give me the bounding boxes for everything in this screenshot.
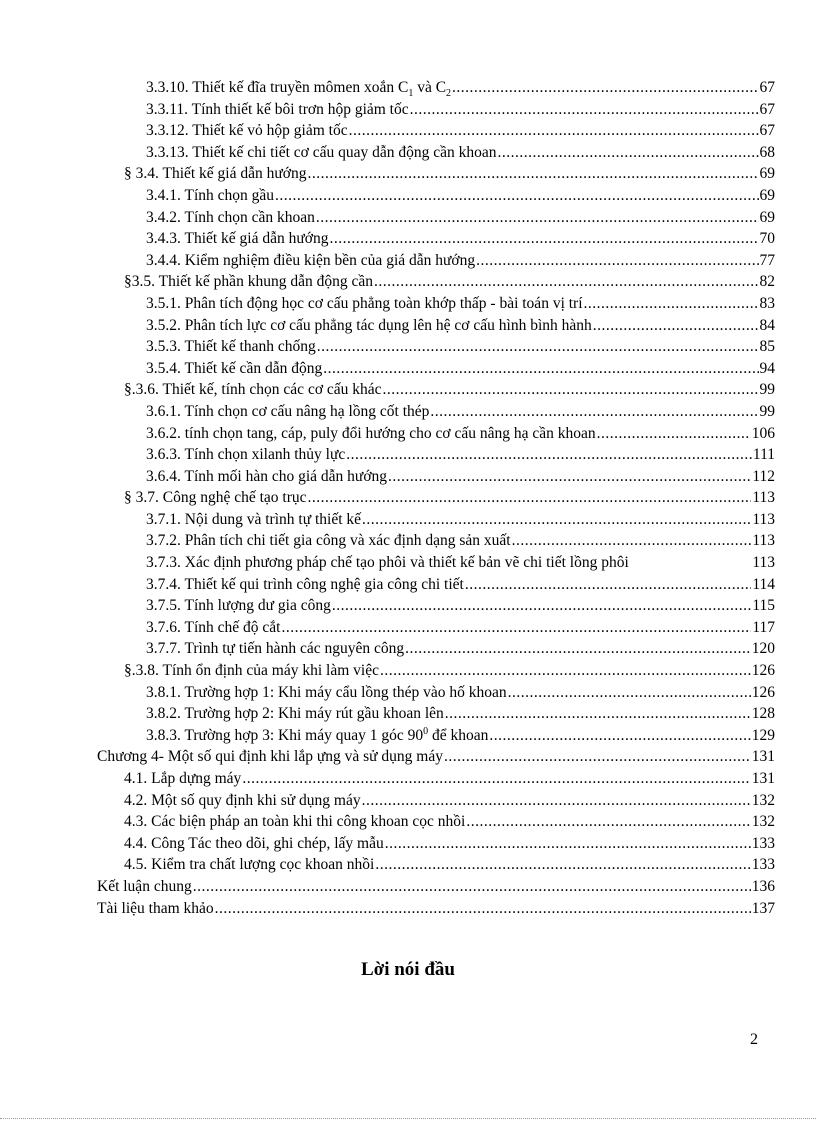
toc-entry [0, 466, 816, 488]
toc-entry-page: 70 [759, 230, 775, 248]
toc-entry [0, 401, 816, 423]
toc-entry-page: 136 [751, 877, 775, 895]
toc-entry [0, 315, 816, 337]
toc-entry-page: 68 [759, 143, 775, 161]
toc-entry-title: 3.3.11. Tính thiết kế bôi trơn hộp giảm tốc [146, 100, 409, 118]
toc-entry-title: § 3.7. Công nghệ chế tạo trục [124, 489, 307, 507]
toc-entry-page: 131 [751, 770, 775, 787]
toc-entry [0, 207, 816, 229]
toc-entry [0, 574, 816, 596]
toc-entry-title: 3.3.10. Thiết kế đĩa truyền mômen xoắn $C_1$ và $C_2$ [146, 79, 452, 100]
toc-dot-leader [316, 207, 759, 229]
toc-dot-leader [489, 725, 750, 747]
toc-entry-page: 113 [752, 554, 775, 572]
toc-entry-title: 3.4.2. Tính chọn cần khoan [146, 208, 315, 226]
toc-entry-title: §3.5. Thiết kế phần khung dẫn động cần [124, 273, 373, 291]
toc-entry-title: Tài liệu tham khảo [97, 899, 214, 917]
toc-dot-leader [375, 854, 750, 876]
toc-dot-leader [465, 574, 751, 596]
toc-entry-page: 99 [759, 381, 775, 399]
toc-entry-title: §.3.6. Thiết kế, tính chọn các cơ cấu khác [124, 381, 382, 399]
toc-entry-page: 67 [759, 122, 775, 140]
toc-entry-page: 82 [759, 273, 775, 291]
toc-dot-leader [385, 833, 751, 855]
toc-entry [0, 228, 816, 250]
toc-entry [0, 99, 816, 121]
toc-entry-title: 4.1. Lắp dựng máy [124, 770, 242, 787]
toc-entry-page: 114 [752, 575, 775, 593]
toc-entry-title: 3.6.2. tính chọn tang, cáp, puly đổi hướng cho cơ cấu nâng hạ cần khoan [146, 424, 596, 442]
toc-entry-title: 3.7.4. Thiết kế qui trình công nghệ gia công chi tiết [146, 575, 464, 593]
toc-dot-leader [508, 682, 751, 704]
toc-entry [0, 423, 816, 445]
toc-entry [0, 336, 816, 358]
toc-dot-leader [383, 379, 759, 401]
toc-dot-leader [362, 509, 751, 531]
toc-entry-title: 3.3.13. Thiết kế chi tiết cơ cấu quay dẫn động cần khoan [146, 143, 497, 161]
toc-entry-page: 113 [752, 510, 775, 528]
toc-entry [0, 854, 816, 876]
toc-dot-leader [430, 401, 758, 423]
toc-entry-title: 3.4.1. Tính chọn gầu [146, 186, 275, 204]
toc-entry [0, 509, 816, 531]
toc-entry [0, 379, 816, 401]
toc-entry-page: 94 [759, 359, 775, 377]
toc-dot-leader [308, 487, 752, 509]
toc-entry [0, 530, 816, 552]
toc-entry [0, 660, 816, 682]
toc-entry-page: 126 [751, 683, 775, 701]
toc-entry-page: 112 [752, 467, 775, 485]
toc-entry-title: 4.5. Kiểm tra chất lượng cọc khoan nhồi [124, 856, 375, 874]
toc-entry [0, 682, 816, 704]
toc-entry [0, 811, 816, 833]
toc-entry [0, 638, 816, 660]
toc-entry [0, 250, 816, 272]
toc-entry-title: 3.7.5. Tính lượng dư gia công [146, 597, 331, 615]
toc-entry-title: 3.7.2. Phân tích chi tiết gia công và xác định dạng sản xuất [146, 532, 511, 550]
toc-entry-title: 3.3.12. Thiết kế vỏ hộp giảm tốc [146, 122, 348, 140]
toc-entry [0, 163, 816, 185]
toc-dot-leader [597, 423, 751, 445]
toc-entry [0, 552, 816, 574]
toc-entry-page: 113 [752, 489, 775, 507]
toc-entry-page: 137 [751, 899, 775, 917]
toc-entry-page: 69 [759, 208, 775, 226]
toc-dot-leader [242, 768, 750, 790]
toc-entry [0, 120, 816, 142]
toc-entry [0, 876, 816, 898]
toc-entry [0, 185, 816, 207]
toc-entry [0, 833, 816, 855]
toc-entry-page: 77 [759, 251, 775, 269]
toc-entry-title: §.3.8. Tính ổn định của máy khi làm việc [124, 662, 379, 680]
toc-dot-leader [215, 898, 751, 920]
toc-entry-page: 106 [751, 424, 775, 442]
toc-entry-title: 3.5.4. Thiết kế cần dẫn động [146, 359, 323, 377]
toc-entry-page: 67 [759, 79, 775, 96]
toc-entry [0, 487, 816, 509]
toc-entry [0, 358, 816, 380]
toc-entry-page: 133 [751, 856, 775, 874]
toc-dot-leader [281, 617, 751, 639]
toc-dot-leader [405, 638, 751, 660]
toc-entry-title: 3.8.3. Trường hợp 3: Khi máy quay 1 góc $90^0$ để khoan [146, 725, 489, 744]
toc-dot-leader [466, 811, 750, 833]
toc-dot-leader [362, 790, 751, 812]
toc-entry-page: 69 [759, 186, 775, 204]
toc-entry-page: 117 [752, 618, 775, 636]
toc-entry-title: 3.6.1. Tính chọn cơ cấu nâng hạ lồng cốt thép [146, 402, 430, 420]
toc-dot-leader [346, 444, 752, 466]
toc-dot-leader [332, 595, 751, 617]
toc-entry-title: § 3.4. Thiết kế giá dẫn hướng [124, 165, 307, 183]
toc-dot-leader [452, 77, 758, 99]
toc-entry-title: 3.7.1. Nội dung và trình tự thiết kế [146, 510, 362, 528]
toc-entry [0, 725, 816, 747]
toc-entry-page: 85 [759, 338, 775, 356]
toc-entry [0, 444, 816, 466]
toc-dot-leader [380, 660, 751, 682]
toc-dot-leader [374, 271, 759, 293]
toc-dot-leader [512, 530, 752, 552]
toc-entry-page: 99 [759, 402, 775, 420]
toc-entry-title: 3.5.3. Thiết kế thanh chống [146, 338, 316, 356]
toc-entry [0, 142, 816, 164]
toc-dot-leader [193, 876, 751, 898]
preface-heading: Lời nói đầu [361, 959, 455, 980]
toc-dot-leader [275, 185, 758, 207]
toc-entry-title: 3.8.1. Trường hợp 1: Khi máy cẩu lồng thép vào hố khoan [146, 683, 507, 701]
toc-entry [0, 898, 816, 920]
toc-entry [0, 790, 816, 812]
toc-entry-title: 4.2. Một số quy định khi sử dụng máy [124, 791, 361, 809]
toc-entry [0, 703, 816, 725]
toc-entry-title: 3.4.4. Kiểm nghiệm điều kiện bền của giá dẫn hướng [146, 251, 476, 269]
toc-entry [0, 617, 816, 639]
toc-entry [0, 746, 816, 768]
toc-entry-title: 3.5.2. Phân tích lực cơ cấu phẳng tác dụng lên hệ cơ cấu hình bình hành [146, 316, 592, 334]
toc-entry-page: 133 [751, 834, 775, 852]
toc-entry-page: 132 [751, 813, 775, 831]
toc-entry-title: 3.5.1. Phân tích động học cơ cấu phẳng toàn khớp thấp - bài toán vị trí [146, 294, 583, 312]
toc-dot-leader [329, 228, 758, 250]
toc-dot-leader [444, 746, 751, 768]
toc-entry-page: 126 [751, 662, 775, 680]
toc-entry-title: Chương 4- Một số qui định khi lắp ựng và sử dụng máy [97, 748, 443, 766]
toc-entry-title: 4.3. Các biện pháp an toàn khi thi công khoan cọc nhồi [124, 813, 466, 831]
toc-entry-page: 84 [759, 316, 775, 334]
toc-entry-title: 3.6.3. Tính chọn xilanh thủy lực [146, 446, 346, 464]
toc-entry-page: 120 [751, 640, 775, 658]
toc-dot-leader [323, 358, 758, 380]
toc-entry-title: 3.6.4. Tính mối hàn cho giá dẫn hướng [146, 467, 388, 485]
toc-entry [0, 768, 816, 790]
toc-dot-leader [584, 293, 759, 315]
toc-entry-title: 3.7.6. Tính chế độ cắt [146, 618, 281, 636]
toc-entry [0, 293, 816, 315]
toc-entry-page: 69 [759, 165, 775, 183]
table-of-contents [0, 77, 816, 919]
toc-entry-page: 67 [759, 100, 775, 118]
toc-dot-leader [388, 466, 751, 488]
toc-dot-leader [349, 120, 759, 142]
toc-entry-title: 4.4. Công Tác theo dõi, ghi chép, lấy mẫu [124, 834, 384, 852]
toc-entry-page: 131 [751, 748, 775, 766]
toc-entry [0, 271, 816, 293]
toc-entry-page: 129 [751, 726, 775, 744]
toc-entry-page: 115 [752, 597, 775, 615]
toc-dot-leader [476, 250, 758, 272]
toc-entry [0, 595, 816, 617]
toc-entry [0, 77, 816, 99]
toc-dot-leader [410, 99, 759, 121]
toc-entry-page: 113 [752, 532, 775, 550]
toc-entry-page: 111 [752, 446, 775, 464]
toc-entry-title: 3.8.2. Trường hợp 2: Khi máy rút gầu khoan lên [146, 705, 444, 723]
toc-entry-title: Kết luận chung [97, 877, 192, 895]
toc-entry-page: 128 [751, 705, 775, 723]
toc-entry-page: 83 [759, 294, 775, 312]
toc-dot-leader [317, 336, 759, 358]
page-number: 2 [750, 1031, 758, 1048]
toc-entry-title: 3.7.7. Trình tự tiến hành các nguyên công [146, 640, 405, 658]
toc-dot-leader [307, 163, 758, 185]
toc-dot-leader [498, 142, 759, 164]
toc-dot-leader [593, 315, 759, 337]
page-bottom-rule [0, 1118, 816, 1119]
toc-entry-title: 3.4.3. Thiết kế giá dẫn hướng [146, 230, 329, 248]
toc-entry-title: 3.7.3. Xác định phương pháp chế tạo phôi và thiết kế bản vẽ chi tiết lồng phôi [146, 554, 629, 572]
toc-entry-page: 132 [751, 791, 775, 809]
toc-dot-leader [445, 703, 751, 725]
